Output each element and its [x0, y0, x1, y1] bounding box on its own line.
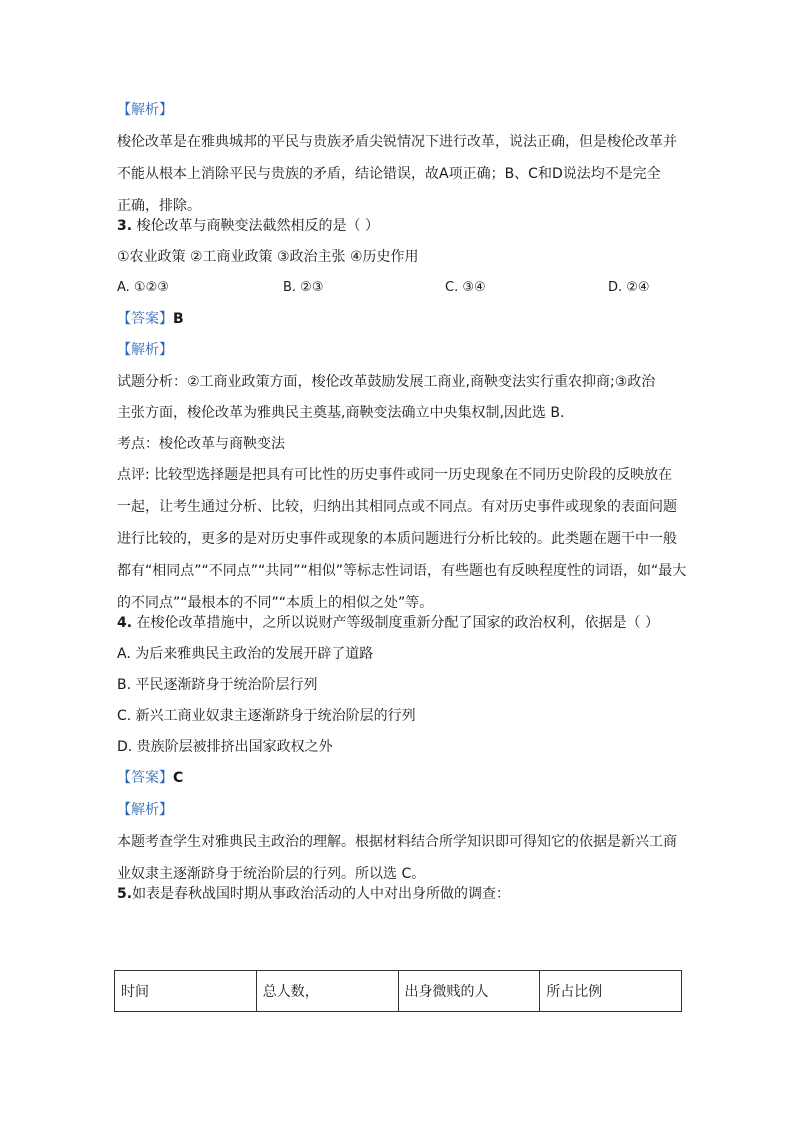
option-b: B. 平民逐渐跻身于统治阶层行列 — [117, 677, 318, 693]
answer-tag: 【答案】 — [117, 311, 173, 327]
question-number: 3. — [117, 218, 133, 234]
question-text: 梭伦改革与商鞅变法截然相反的是（ ） — [136, 218, 379, 234]
question-text: 在梭伦改革措施中，之所以说财产等级制度重新分配了国家的政治权利，依据是（ ） — [136, 615, 659, 631]
analysis-line: 考点：梭伦改革与商鞅变法 — [117, 436, 285, 452]
table-header-cell: 出身微贱的人 — [398, 971, 540, 1012]
answer-value: C — [173, 770, 184, 786]
survey-table — [114, 970, 682, 1012]
table-header-cell: 时间 — [115, 971, 257, 1012]
question-3-options — [117, 278, 687, 298]
analysis-line: 点评: 比较型选择题是把具有可比性的历史事件或同一历史现象在不同历史阶段的反映放在 — [117, 467, 673, 483]
analysis-line: 业奴隶主逐渐跻身于统治阶层的行列。所以选 C。 — [117, 866, 426, 882]
analysis-tag: 【解析】 — [117, 802, 173, 818]
question-5-stem — [117, 884, 687, 904]
question-text: 如表是春秋战国时期从事政治活动的人中对出身所做的调查： — [132, 886, 511, 902]
option-c: C. ③④ — [445, 280, 486, 295]
option-b: B. ②③ — [283, 280, 324, 295]
question-number: 4. — [117, 615, 133, 631]
answer-value: B — [173, 311, 184, 327]
question-4-stem — [117, 613, 687, 633]
analysis-line: 进行比较的，更多的是对历史事件或现象的本质问题进行分析比较的。此类题在题干中一般 — [117, 531, 677, 547]
analysis-line: 的不同点”“最根本的不同”“本质上的相似之处”等。 — [117, 595, 434, 611]
analysis-tag: 【解析】 — [117, 342, 173, 358]
option-a: A. ①②③ — [117, 280, 169, 295]
table-header-row — [115, 971, 682, 1012]
analysis-line: 试题分析：②工商业政策方面，梭伦改革鼓励发展工商业,商鞅变法实行重农抑商;③政治 — [117, 374, 656, 390]
option-c: C. 新兴工商业奴隶主逐渐跻身于统治阶层的行列 — [117, 708, 416, 724]
answer-row — [117, 768, 687, 788]
analysis-line: 一起，让考生通过分析、比较，归纳出其相同点或不同点。有对历史事件或现象的表面问题 — [117, 499, 677, 515]
analysis-line: 梭伦改革是在雅典城邦的平民与贵族矛盾尖锐情况下进行改革，说法正确，但是梭伦改革并 — [117, 134, 677, 150]
analysis-line: 不能从根本上消除平民与贵族的矛盾，结论错误，故A项正确；B、C和D说法均不是完全 — [117, 166, 661, 182]
option-a: A. 为后来雅典民主政治的发展开辟了道路 — [117, 646, 374, 662]
option-d: D. ②④ — [608, 280, 650, 295]
answer-row — [117, 309, 687, 329]
answer-tag: 【答案】 — [117, 770, 173, 786]
table-header-cell: 所占比例 — [540, 971, 682, 1012]
option-d: D. 贵族阶层被排挤出国家政权之外 — [117, 739, 333, 755]
question-number: 5. — [117, 886, 133, 902]
document-page — [117, 100, 687, 904]
analysis-line: 都有“相同点”“不同点”“共同”“相似”等标志性词语，有些题也有反映程度性的词语，如“最大 — [117, 563, 687, 579]
analysis-line: 正确，排除。 — [117, 198, 201, 214]
question-3-items: ①农业政策 ②工商业政策 ③政治主张 ④历史作用 — [117, 249, 419, 265]
question-3-stem — [117, 216, 687, 236]
analysis-line: 本题考查学生对雅典民主政治的理解。根据材料结合所学知识即可得知它的依据是新兴工商 — [117, 834, 677, 850]
table-header-cell: 总人数， — [256, 971, 398, 1012]
analysis-line: 主张方面，梭伦改革为雅典民主奠基,商鞅变法确立中央集权制,因此选 B. — [117, 405, 565, 421]
analysis-tag: 【解析】 — [117, 102, 173, 118]
